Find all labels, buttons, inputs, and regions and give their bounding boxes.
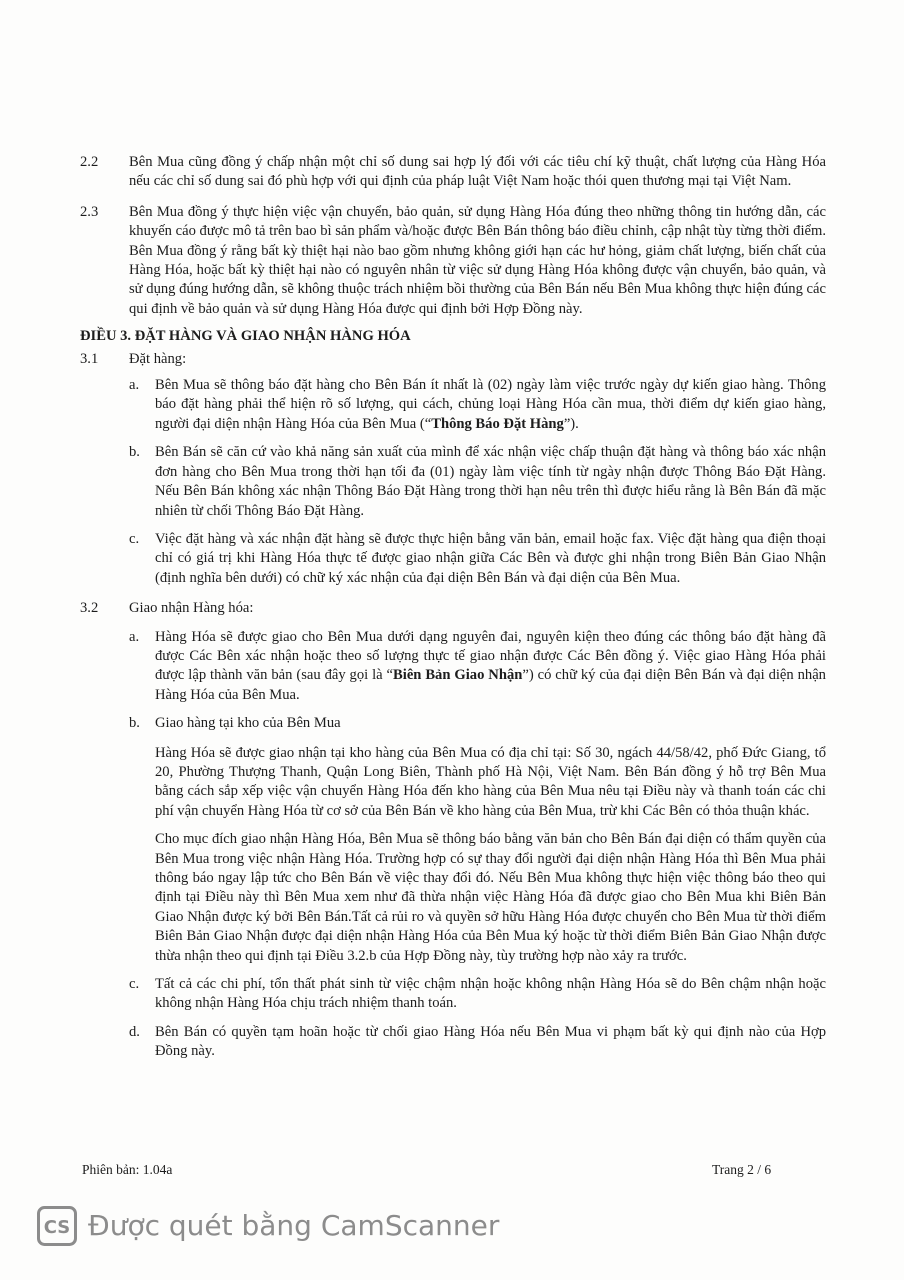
item-label: a. (129, 377, 140, 394)
clause-text: Bên Mua đồng ý thực hiện việc vận chuyển, bảo quản, sử dụng Hàng Hóa đúng theo những thông tin hướng dẫn, các khuyến cáo được mô tả trên bao bì sản phẩm và/hoặc được Bên Bán thông báo điều chỉnh, cập nhật tùy từng thời điểm. Bên Mua đồng ý rằng bất kỳ thiệt hại nào bao gồm nhưng không giới hạn các hư hỏng, giảm chất lượng, biến chất của Hàng Hóa, hoặc bất kỳ thiệt hại nào có nguyên nhân từ việc sử dụng Hàng Hóa không được vận chuyển, bảo quản, và sử dụng đúng hướng dẫn, sẽ không thuộc trách nhiệm bồi thường của Bên Bán nếu Bên Mua không thực hiện đúng các qui định về bảo quản và sử dụng Hàng Hóa được qui định bởi Hợp Đồng này. (129, 203, 826, 317)
item-text: Bên Mua sẽ thông báo đặt hàng cho Bên Bán ít nhất là (02) ngày làm việc trước ngày dự kiến giao hàng. Thông báo đặt hàng phải thể hiện rõ số lượng, qui cách, chủng loại Hàng Hóa cần mua, thời điểm dự kiến giao hàng, người đại diện nhận Hàng Hóa của Bên Mua (“Thông Báo Đặt Hàng”). (155, 377, 826, 432)
item-label: a. (129, 628, 140, 645)
document-body (80, 153, 826, 1062)
clause-3-2-b-paragraph-2: Cho mục đích giao nhận Hàng Hóa, Bên Mua sẽ thông báo bằng văn bản cho Bên Bán đại diện có thẩm quyền của Bên Mua trong việc nhận Hàng Hóa. Trường hợp có sự thay đổi người đại diện nhận Hàng Hóa thì Bên Mua phải thông báo ngay lập tức cho Bên Bán về việc thay đổi đó. Nếu Bên Mua không thực hiện việc thông báo theo qui định tại Điều này thì Bên Mua xem như đã thừa nhận việc Hàng Hóa đã được giao cho Bên Mua khi Biên Bản Giao Nhận được ký bởi Bên Bán.Tất cả rủi ro và quyền sở hữu Hàng Hóa được chuyển cho Bên Mua từ thời điểm Biên Bản Giao Nhận được đại diện nhận Hàng Hóa của Bên Mua ký hoặc từ thời điểm Biên Bản Giao Nhận được thừa nhận theo qui định tại Điều 3.2.b của Hợp Đồng này, tùy trường hợp nào xảy ra trước. (155, 831, 826, 964)
clause-title: Giao nhận Hàng hóa: (129, 600, 254, 617)
clause-3-2-c (80, 975, 826, 1014)
clause-2-2 (80, 153, 826, 192)
clause-3-2-b-paragraph-1: Hàng Hóa sẽ được giao nhận tại kho hàng của Bên Mua có địa chỉ tại: Số 30, ngách 44/58/42, phố Đức Giang, tổ 20, Phường Thượng Thanh, Quận Long Biên, Thành phố Hà Nội, Việt Nam. Bên Bán đồng ý hỗ trợ Bên Mua bằng cách sắp xếp việc vận chuyển Hàng Hóa đến kho hàng của Bên Mua nêu tại Điều này và thanh toán các chi phí vận chuyển Hàng Hóa từ cơ sở của Bên Bán về kho hàng của Bên Mua, trừ khi Các Bên có thỏa thuận khác. (155, 744, 826, 819)
clause-number: 2.2 (80, 154, 99, 170)
clause-3-1-a (80, 376, 826, 434)
clause-3-2-a (80, 628, 826, 706)
scanner-watermark-text: Được quét bằng CamScanner (88, 1209, 500, 1242)
item-text: Tất cả các chi phí, tổn thất phát sinh từ việc chậm nhận hoặc không nhận Hàng Hóa sẽ do Bên chậm nhận hoặc không nhận Hàng Hóa chịu trách nhiệm thanh toán. (155, 976, 826, 1012)
defined-term: Thông Báo Đặt Hàng (431, 415, 564, 432)
clause-3-2-d (80, 1023, 826, 1062)
logo-letters: CS (43, 1217, 71, 1238)
item-label: d. (129, 1023, 140, 1040)
clause-number: 3.2 (80, 600, 99, 617)
clause-3-2 (80, 599, 826, 618)
clause-3-1-b (80, 443, 826, 521)
clause-3-2-b (80, 714, 826, 733)
scanner-watermark-bar (0, 1200, 904, 1258)
defined-term: Biên Bản Giao Nhận (393, 667, 523, 684)
clause-3-1 (80, 350, 826, 369)
clause-text: Bên Mua cũng đồng ý chấp nhận một chỉ số dung sai hợp lý đối với các tiêu chí kỹ thuật, chất lượng của Hàng Hóa nếu các chỉ số dung sai đó phù hợp với qui định của pháp luật Việt Nam hoặc thói quen thương mại tại Việt Nam. (129, 154, 826, 190)
item-label: c. (129, 976, 140, 993)
item-text: Bên Bán sẽ căn cứ vào khả năng sản xuất của mình để xác nhận việc chấp thuận đặt hàng và thông báo xác nhận đơn hàng cho Bên Mua trong thời hạn tối đa (01) ngày làm việc tính từ ngày nhận được Thông Báo Đặt Hàng. Nếu Bên Bán không xác nhận Thông Báo Đặt Hàng trong thời hạn nêu trên thì được hiểu rằng là Bên Bán đã mặc nhiên từ chối Thông Báo Đặt Hàng. (155, 444, 826, 519)
version-label: Phiên bản: 1.04a (82, 1162, 173, 1177)
clause-number: 3.1 (80, 350, 99, 367)
clause-2-3 (80, 203, 826, 319)
clause-number: 2.3 (80, 203, 99, 220)
clause-title: Đặt hàng: (129, 350, 187, 367)
article-3-title: ĐIỀU 3. ĐẶT HÀNG VÀ GIAO NHẬN HÀNG HÓA (80, 328, 411, 345)
item-text: Việc đặt hàng và xác nhận đặt hàng sẽ được thực hiện bằng văn bản, email hoặc fax. Việc đặt hàng qua điện thoại chỉ có giá trị khi Hàng Hóa thực tế được giao nhận giữa Các Bên và được ghi nhận trong Biên Bản Giao Nhận (định nghĩa bên dưới) có chữ ký xác nhận của đại diện Bên Bán và đại diện của Bên Mua. (155, 530, 826, 586)
item-label: b. (129, 444, 140, 461)
camscanner-logo-icon (37, 1206, 77, 1246)
item-title: Giao hàng tại kho của Bên Mua (155, 715, 341, 732)
clause-3-1-c (80, 530, 826, 588)
item-text: Hàng Hóa sẽ được giao cho Bên Mua dưới dạng nguyên đai, nguyên kiện theo đúng các thông báo đặt hàng đã được Các Bên xác nhận hoặc theo số lượng thực tế giao nhận được Các Bên đồng ý. Việc giao Hàng Hóa phải được lập thành văn bản (sau đây gọi là “Biên Bản Giao Nhận”) có chữ ký của đại diện Bên Bán và đại diện nhận Hàng Hóa của Bên Mua. (155, 628, 826, 703)
page-number: Trang 2 / 6 (712, 1162, 772, 1177)
item-text: Bên Bán có quyền tạm hoãn hoặc từ chối giao Hàng Hóa nếu Bên Mua vi phạm bất kỳ qui định nào của Hợp Đồng này. (155, 1023, 826, 1060)
item-label: b. (129, 715, 140, 732)
item-label: c. (129, 530, 140, 547)
